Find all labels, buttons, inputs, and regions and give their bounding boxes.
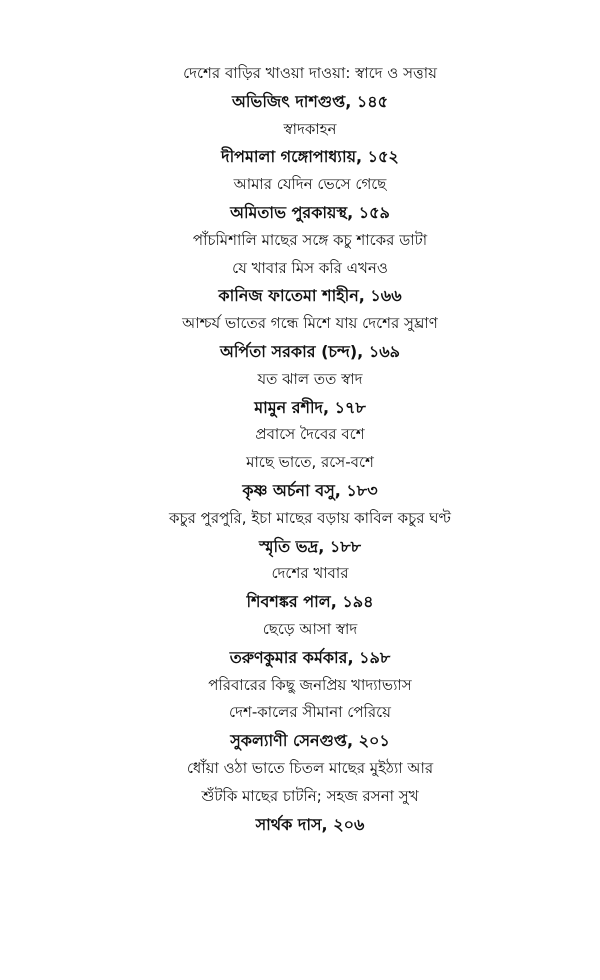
toc-entry [40, 366, 580, 422]
entry-title-continued: দেশ-কালের সীমানা পেরিয়ে [229, 703, 391, 722]
toc-entry [40, 616, 580, 672]
entry-title: পাঁচমিশালি মাছের সঙ্গে কচু শাকের ডাটা [192, 230, 428, 249]
entry-author-page: কানিজ ফাতেমা শাহীন, ১৬৬ [218, 286, 402, 306]
toc-entry [40, 560, 580, 616]
entry-title: আশ্চর্য ভাতের গন্ধে মিশে যায় দেশের সুঘ্রাণ [182, 314, 438, 333]
entry-title: প্রবাসে দৈবের বশে [255, 425, 365, 444]
entry-title: দেশের বাড়ির খাওয়া দাওয়া: স্বাদে ও সত্তায় [183, 64, 437, 82]
toc-entry [40, 60, 580, 116]
entry-author-page: মামুন রশীদ, ১৭৮ [254, 397, 366, 417]
entry-title: যত ঝাল তত স্বাদ [257, 369, 363, 388]
entry-title: পরিবারের কিছু জনপ্রিয় খাদ্যাভ্যাস [208, 675, 412, 694]
entry-author-page: দীপমালা গঙ্গোপাধ্যায়, ১৫২ [221, 147, 399, 167]
entry-title: ধোঁয়া ওঠা ভাতে চিতল মাছের মুইঠ্যা আর [186, 758, 434, 777]
toc-entry [40, 227, 580, 310]
toc-entry [40, 421, 580, 504]
entry-author-page: অমিতাভ পুরকায়স্থ, ১৫৯ [230, 202, 390, 222]
entry-author-page: অর্পিতা সরকার (চন্দ), ১৬৯ [220, 341, 400, 361]
entry-author-page: স্মৃতি ভদ্র, ১৮৮ [258, 536, 361, 556]
entry-author-page: অভিজিৎ দাশগুপ্ত, ১৪৫ [231, 91, 389, 111]
toc-entry [40, 310, 580, 366]
entry-title: আমার যেদিন ভেসে গেছে [233, 175, 387, 194]
entry-title: স্বাদকাহন [283, 119, 337, 138]
entry-title: ছেড়ে আসা স্বাদ [262, 619, 358, 638]
entry-title-continued: শুঁটকি মাছের চাটনি; সহজ রসনা সুখ [201, 786, 419, 805]
entry-title: কচুর পুরপুরি, ইচা মাছের বড়ায় কাবিল কচুর ঘণ্ট [169, 508, 451, 527]
entry-title-continued: যে খাবার মিস করি এখনও [232, 258, 388, 277]
entry-title-continued: মাছে ভাতে, রসে-বশে [246, 453, 374, 472]
entry-author-page: শিবশঙ্কর পাল, ১৯৪ [246, 592, 374, 612]
table-of-contents [40, 60, 580, 838]
toc-entry [40, 755, 580, 838]
entry-title: দেশের খাবার [271, 564, 349, 583]
toc-entry [40, 505, 580, 561]
toc-entry [40, 171, 580, 227]
entry-author-page: সার্থক দাস, ২০৬ [255, 814, 365, 834]
toc-entry [40, 672, 580, 755]
entry-author-page: তরুণকুমার কর্মকার, ১৯৮ [229, 647, 391, 667]
entry-author-page: সুকল্যাণী সেনগুপ্ত, ২০১ [230, 731, 390, 751]
toc-entry [40, 116, 580, 172]
entry-author-page: কৃষ্ণ অর্চনা বসু, ১৮৩ [242, 480, 378, 500]
